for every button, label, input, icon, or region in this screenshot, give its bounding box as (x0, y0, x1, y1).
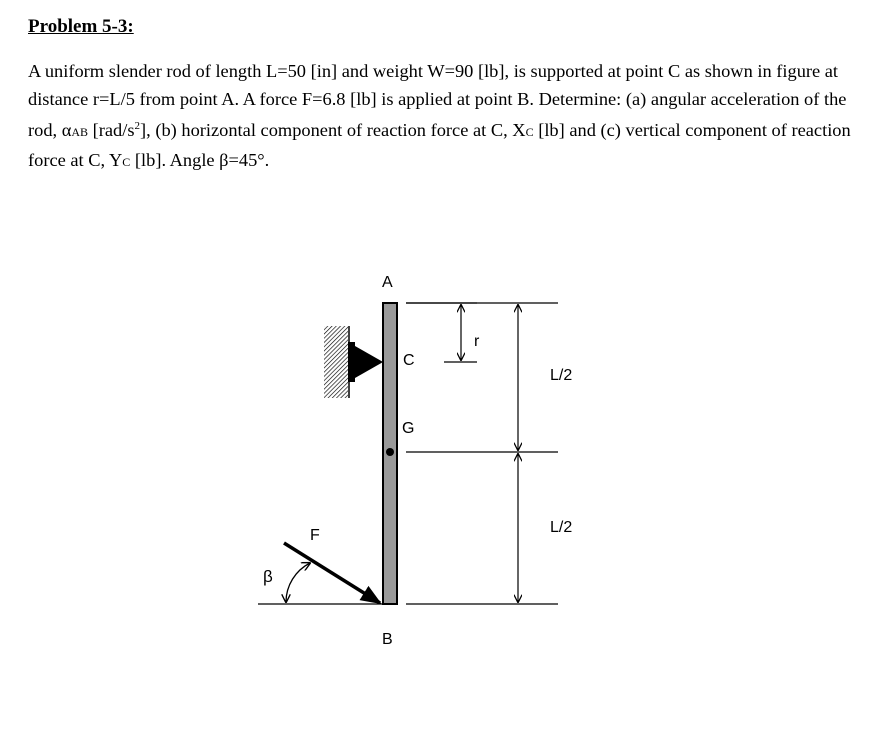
statement-part-1: A uniform slender rod of length L=50 [in] and weight W=90 [lb], is supported at point C as shown in figure at distance r=L/5 from point A. A force F=6.8 [lb] is applied at point B. Determine: (a) angular acceleration of the rod, α (28, 61, 847, 141)
force-f-arrow (284, 543, 380, 603)
statement-part-3: ], (b) horizontal component of reaction force at C, X (140, 120, 526, 141)
statement-part-2: [rad/s (88, 120, 135, 141)
superscript-2: 2 (134, 120, 141, 132)
label-half-lower: L/2 (550, 519, 573, 536)
subscript-ab: AB (71, 125, 89, 140)
support-plate (348, 342, 355, 382)
label-r: r (474, 333, 480, 350)
statement-part-4: [lb] and (c) vertical component of reaction force at C, Y (28, 120, 851, 170)
label-half-upper: L/2 (550, 367, 573, 384)
label-c: C (403, 352, 415, 369)
subscript-c-y: C (122, 154, 131, 169)
label-a: A (382, 274, 393, 291)
center-of-mass-g (386, 448, 394, 456)
label-f: F (310, 527, 320, 544)
angle-beta-arc (286, 563, 310, 602)
label-g: G (402, 420, 415, 437)
label-beta: β (263, 567, 273, 586)
label-b: B (382, 631, 393, 648)
wall-hatching (324, 326, 348, 398)
problem-title: Problem 5-3: (28, 16, 134, 37)
statement-part-5: [lb]. Angle β=45°. (130, 149, 270, 170)
subscript-c-x: C (525, 125, 534, 140)
support-pin-wedge (355, 346, 383, 378)
